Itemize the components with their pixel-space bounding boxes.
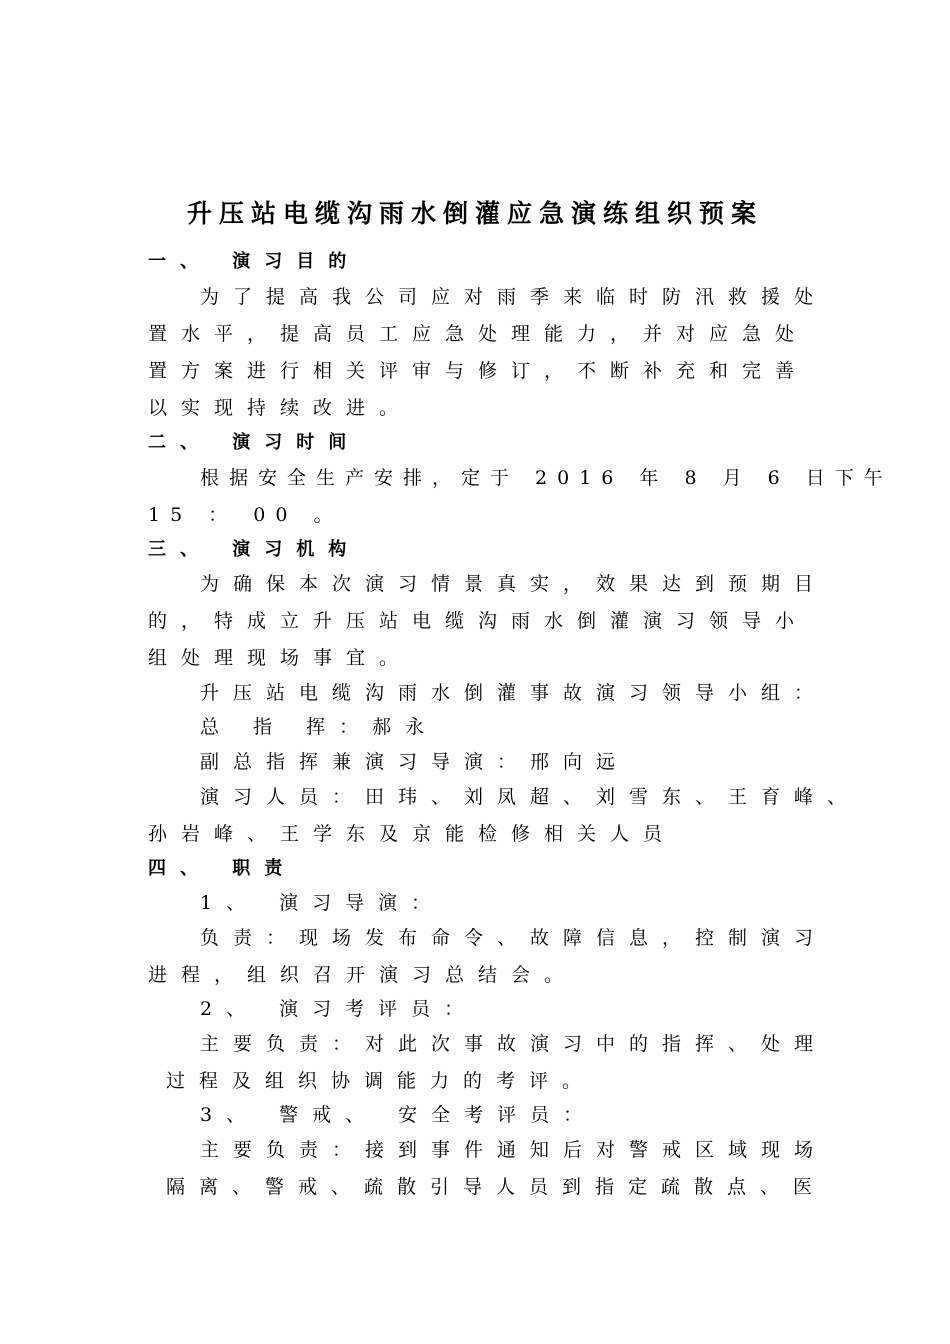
commander-line: 总 指 挥：郝永 [200,716,439,738]
section-heading-duties: 四、 职责 [148,858,297,879]
duty-subheading: 1、 演习导演： [200,892,445,914]
paragraph-line: 主要负责：接到事件通知后对警戒区域现场 [200,1139,828,1161]
paragraph-line: 隔离、警戒、疏散引导人员到指定疏散点、医 [166,1176,827,1198]
duty-subheading: 3、 警戒、 安全考评员： [200,1104,597,1126]
paragraph-line: 负责：现场发布命令、故障信息，控制演习 [200,927,828,949]
paragraph-line: 主要负责：对此次事故演习中的指挥、处理 [200,1033,828,1055]
section-heading-time: 二、 演习时间 [148,432,361,453]
section-heading-purpose: 一、 演习目的 [148,251,361,272]
document-title: 升压站电缆沟雨水倒灌应急演练组织预案 [186,199,763,228]
paragraph-line: 升压站电缆沟雨水倒灌事故演习领导小组： [200,682,828,704]
paragraph-line: 进程，组织召开演习总结会。 [148,964,578,986]
paragraph-line: 组处理现场事宜。 [148,647,413,669]
paragraph-line: 以实现持续改进。 [148,397,413,419]
paragraph-line: 置水平，提高员工应急处理能力，并对应急处 [148,323,809,345]
paragraph-line: 为确保本次演习情景真实，效果达到预期目 [200,573,828,595]
paragraph-line: 15 ： 00 。 [148,504,343,526]
deputy-commander-line: 副总指挥兼演习导演：邢向远 [200,751,630,773]
paragraph-line: 根据安全生产安排，定于 2016 年 8 月 6 日下午 [200,467,893,489]
section-heading-organization: 三、 演习机构 [148,539,361,560]
paragraph-line: 为了提高我公司应对雨季来临时防汛救援处 [200,286,828,308]
paragraph-line: 置方案进行相关评审与修订，不断补充和完善 [148,360,809,382]
paragraph-line: 过程及组织协调能力的考评。 [166,1070,596,1092]
participants-line: 孙岩峰、王学东及京能检修相关人员 [148,823,677,845]
paragraph-line: 的，特成立升压站电缆沟雨水倒灌演习领导小 [148,610,809,632]
duty-subheading: 2、 演习考评员： [200,998,478,1020]
participants-line: 演习人员：田玮、刘凤超、刘雪东、王育峰、 [200,786,861,808]
